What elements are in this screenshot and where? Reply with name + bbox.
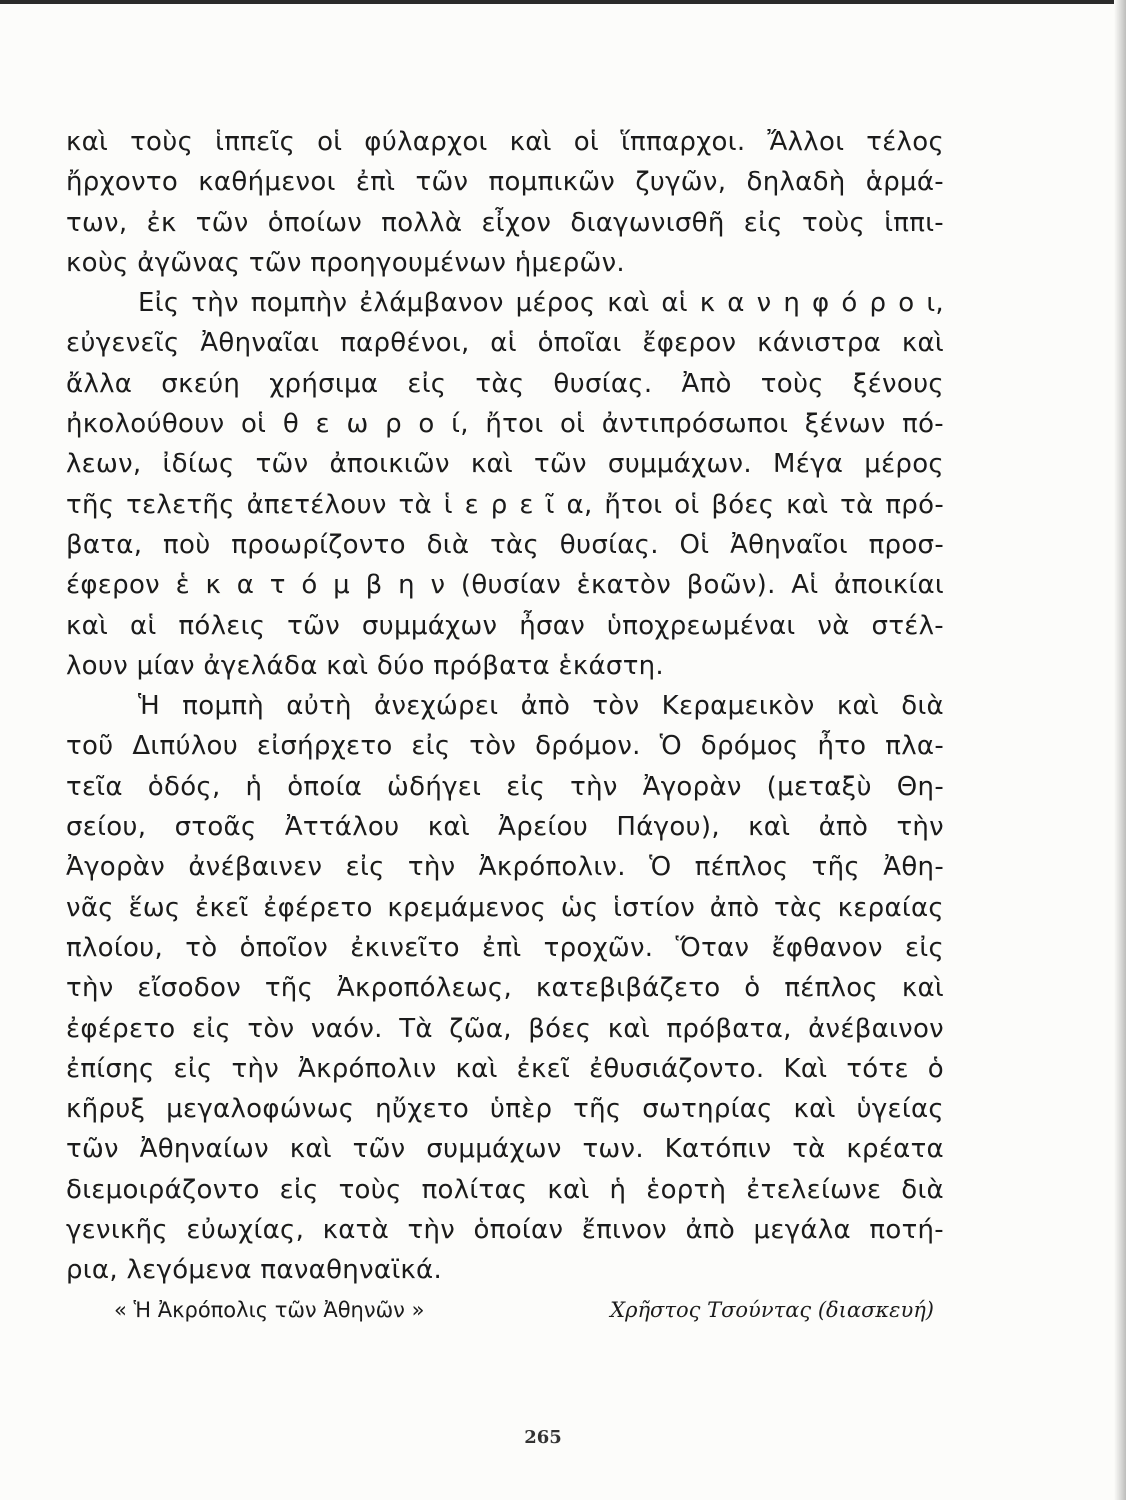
text-line: τῶν Ἀθηναίων καὶ τῶν συμμάχων των. Κατόπιν τὰ κρέατα: [66, 1134, 944, 1165]
text-line: των, ἐκ τῶν ὁποίων πολλὰ εἶχον διαγωνισθῆ εἰς τοὺς ἱππι-: [66, 207, 944, 238]
text-line: Εἰς τὴν πομπὴν ἐλάμβανον μέρος καὶ αἱ κ α ν η φ ό ρ ο ι,: [138, 288, 944, 319]
text-line: κοὺς ἀγῶνας τῶν προηγουμένων ἡμερῶν.: [66, 247, 625, 278]
text-line: Ἡ πομπὴ αὐτὴ ἀνεχώρει ἀπὸ τὸν Κεραμεικὸν καὶ διὰ: [138, 691, 944, 722]
text-line: κῆρυξ μεγαλοφώνως ηὔχετο ὑπὲρ τῆς σωτηρίας καὶ ὑγείας: [66, 1094, 944, 1125]
source-author: Χρῆστος Τσούντας (διασκευή): [610, 1298, 934, 1322]
text-line: γενικῆς εὐωχίας, κατὰ τὴν ὁποίαν ἔπινον ἀπὸ μεγάλα ποτή-: [66, 1215, 944, 1246]
text-line: ἠκολούθουν οἱ θ ε ω ρ ο ί, ἤτοι οἱ ἀντιπρόσωποι ξένων πό-: [66, 409, 944, 440]
text-line: καὶ αἱ πόλεις τῶν συμμάχων ἦσαν ὑποχρεωμέναι νὰ στέλ-: [66, 610, 944, 641]
text-line: τὴν εἴσοδον τῆς Ἀκροπόλεως, κατεβιβάζετο ὁ πέπλος καὶ: [66, 973, 944, 1004]
body-text: [66, 122, 944, 1291]
text-line: λεων, ἰδίως τῶν ἀποικιῶν καὶ τῶν συμμάχων. Μέγα μέρος: [66, 449, 944, 480]
source-title: « Ἡ Ἀκρόπολις τῶν Ἀθηνῶν »: [114, 1298, 425, 1322]
page-number: 265: [524, 1427, 562, 1448]
text-line: πλοίου, τὸ ὁποῖον ἐκινεῖτο ἐπὶ τροχῶν. Ὅταν ἔφθανον εἰς: [66, 932, 944, 963]
text-line: λουν μίαν ἀγελάδα καὶ δύο πρόβατα ἑκάστη.: [66, 650, 664, 681]
text-line: τεῖα ὁδός, ἡ ὁποία ὡδήγει εἰς τὴν Ἀγορὰν (μεταξὺ Θη-: [66, 771, 944, 802]
text-line: σείου, στοᾶς Ἀττάλου καὶ Ἀρείου Πάγου), καὶ ἀπὸ τὴν: [66, 812, 944, 843]
text-line: καὶ τοὺς ἱππεῖς οἱ φύλαρχοι καὶ οἱ ἵππαρχοι. Ἄλλοι τέλος: [66, 127, 944, 157]
text-line: έφερον ἑ κ α τ ό μ β η ν (θυσίαν ἑκατὸν βοῶν). Αἱ ἀποικίαι: [66, 570, 944, 601]
text-line: τῆς τελετῆς ἀπετέλουν τὰ ἱ ε ρ ε ῖ α, ἤτοι οἱ βόες καὶ τὰ πρό-: [66, 489, 944, 520]
text-line: εὐγενεῖς Ἀθηναῖαι παρθένοι, αἱ ὁποῖαι ἔφερον κάνιστρα καὶ: [66, 328, 944, 359]
text-line: διεμοιράζοντο εἰς τοὺς πολίτας καὶ ἡ ἑορτὴ ἐτελείωνε διὰ: [66, 1174, 944, 1205]
text-line: βατα, ποὺ προωρίζοντο διὰ τὰς θυσίας. Οἱ Ἀθηναῖοι προσ-: [66, 529, 944, 560]
text-line: ρια, λεγόμενα παναθηναϊκά.: [66, 1255, 443, 1286]
text-line: ἤρχοντο καθήμενοι ἐπὶ τῶν πομπικῶν ζυγῶν, δηλαδὴ ἁρμά-: [66, 167, 944, 198]
text-line: τοῦ Διπύλου εἰσήρχετο εἰς τὸν δρόμον. Ὁ δρόμος ἦτο πλα-: [66, 731, 944, 762]
scan-top-edge: [0, 0, 1126, 4]
scan-right-edge: [1114, 0, 1126, 1500]
text-line: Ἀγορὰν ἀνέβαινεν εἰς τὴν Ἀκρόπολιν. Ὁ πέπλος τῆς Ἀθη-: [66, 852, 944, 883]
text-line: ἐπίσης εἰς τὴν Ἀκρόπολιν καὶ ἐκεῖ ἐθυσιάζοντο. Καὶ τότε ὁ: [66, 1053, 944, 1084]
text-line: ἄλλα σκεύη χρήσιμα εἰς τὰς θυσίας. Ἀπὸ τοὺς ξένους: [66, 368, 944, 399]
source-citation: [114, 1290, 934, 1330]
text-line: νᾶς ἕως ἐκεῖ ἐφέρετο κρεμάμενος ὡς ἱστίον ἀπὸ τὰς κεραίας: [66, 892, 944, 923]
text-line: ἐφέρετο εἰς τὸν ναόν. Τὰ ζῶα, βόες καὶ πρόβατα, ἀνέβαινον: [66, 1013, 944, 1044]
